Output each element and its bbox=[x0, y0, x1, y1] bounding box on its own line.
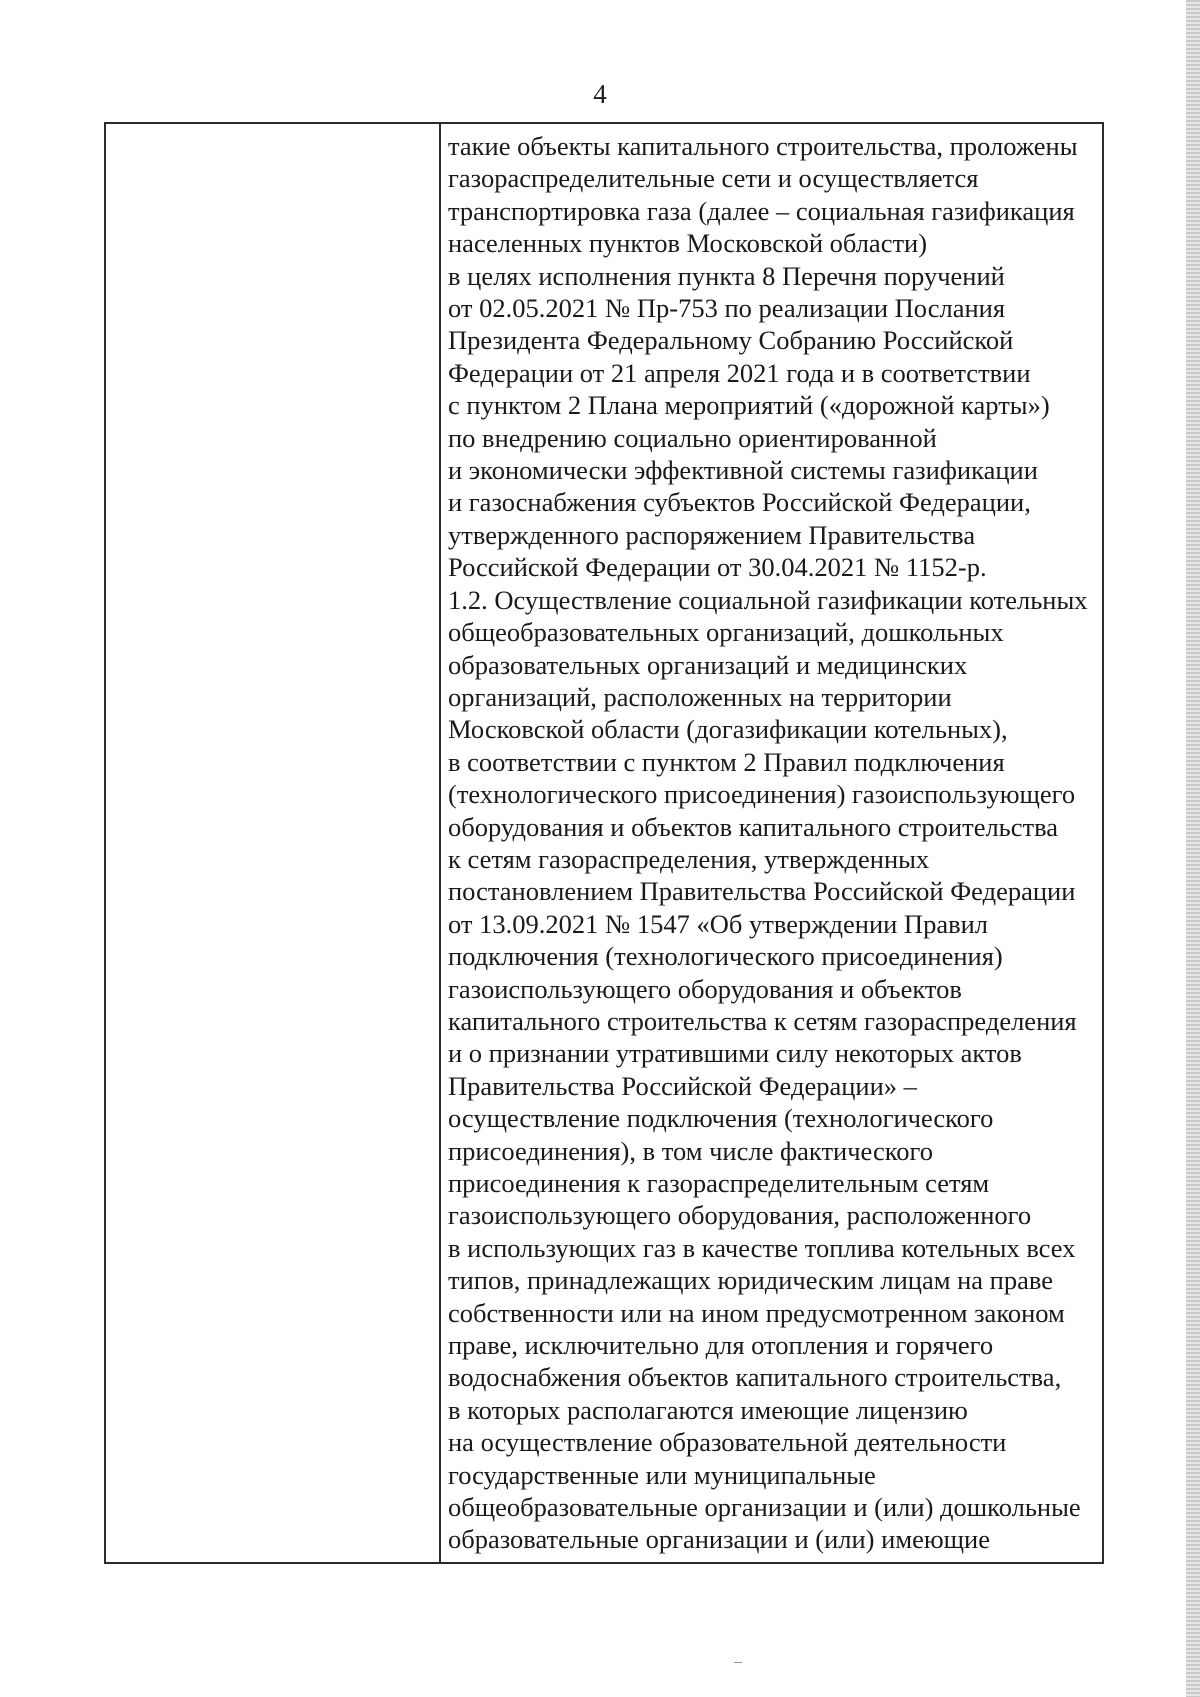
text-line: государственные или муниципальные bbox=[448, 1459, 876, 1490]
text-line: и о признании утратившими силу некоторых актов bbox=[448, 1038, 1022, 1069]
text-line: образовательные организации и (или) имеющие bbox=[448, 1524, 990, 1555]
text-line: населенных пунктов Московской области) bbox=[448, 228, 928, 259]
text-line: подключения (технологического присоединения) bbox=[448, 941, 1003, 972]
text-line: от 13.09.2021 № 1547 «Об утверждении Правил bbox=[448, 908, 989, 939]
text-line: организаций, расположенных на территории bbox=[448, 681, 952, 712]
text-line: оборудования и объектов капитального строительства bbox=[448, 811, 1059, 842]
text-line: газоиспользующего оборудования и объектов bbox=[448, 973, 962, 1004]
text-line: Российской Федерации от 30.04.2021 № 1152-р. bbox=[448, 552, 987, 583]
text-line: водоснабжения объектов капитального строительства, bbox=[448, 1362, 1062, 1393]
column-divider bbox=[439, 124, 441, 1562]
text-line: на осуществление образовательной деятельности bbox=[448, 1427, 1007, 1458]
text-line: присоединения к газораспределительным сетям bbox=[448, 1168, 990, 1198]
text-line: осуществление подключения (технологического bbox=[448, 1103, 994, 1134]
text-line: газораспределительные сети и осуществляется bbox=[448, 163, 979, 194]
text-line: в соответствии с пунктом 2 Правил подключения bbox=[448, 746, 1005, 777]
table-cell-right bbox=[448, 130, 1108, 1556]
table-cell-left bbox=[106, 124, 439, 1562]
text-line: общеобразовательных организаций, дошкольных bbox=[448, 617, 1004, 648]
text-line: утвержденного распоряжением Правительства bbox=[448, 519, 976, 550]
text-line: образовательных организаций и медицинских bbox=[448, 649, 968, 680]
text-line: в которых располагаются имеющие лицензию bbox=[448, 1394, 968, 1425]
text-line: и экономически эффективной системы газификации bbox=[448, 455, 1038, 486]
text-line: Федерации от 21 апреля 2021 года и в соответствии bbox=[448, 357, 1031, 388]
text-line: газоиспользующего оборудования, расположенного bbox=[448, 1200, 1032, 1231]
text-line: с пунктом 2 Плана мероприятий («дорожной карты») bbox=[448, 390, 1050, 421]
text-line: Президента Федеральному Собранию Российской bbox=[448, 325, 1014, 356]
text-line: Правительства Российской Федерации» – bbox=[448, 1070, 917, 1101]
text-line: праве, исключительно для отопления и горячего bbox=[448, 1330, 994, 1361]
scan-artifact bbox=[734, 1662, 742, 1663]
text-line: присоединения), в том числе фактического bbox=[448, 1135, 933, 1166]
text-line: к сетям газораспределения, утвержденных bbox=[448, 843, 930, 874]
text-line: Московской области (догазификации котельных), bbox=[448, 714, 1008, 745]
text-line: общеобразовательные организации и (или) дошкольные bbox=[448, 1492, 1081, 1523]
text-line: по внедрению социально ориентированной bbox=[448, 422, 937, 453]
text-line: такие объекты капитального строительства, проложены bbox=[448, 131, 1078, 161]
text-line: типов, принадлежащих юридическим лицам на праве bbox=[448, 1265, 1053, 1296]
text-line: от 02.05.2021 № Пр-753 по реализации Послания bbox=[448, 293, 1006, 324]
text-line: транспортировка газа (далее – социальная газификация bbox=[448, 195, 1075, 226]
scan-edge-strip bbox=[1186, 0, 1200, 1697]
text-line: в использующих газ в качестве топлива котельных всех bbox=[448, 1232, 1076, 1263]
text-line: и газоснабжения субъектов Российской Федерации, bbox=[448, 487, 1031, 518]
text-line: в целях исполнения пункта 8 Перечня поручений bbox=[448, 260, 1005, 291]
text-line: капитального строительства к сетям газораспределения bbox=[448, 1005, 1077, 1036]
text-line: (технологического присоединения) газоиспользующего bbox=[448, 779, 1076, 810]
text-line: постановлением Правительства Российской Федерации bbox=[448, 876, 1076, 907]
text-line: 1.2. Осуществление социальной газификации котельных bbox=[448, 584, 1088, 615]
page-number: 4 bbox=[593, 79, 607, 109]
text-line: собственности или на ином предусмотренном законом bbox=[448, 1297, 1065, 1328]
document-table bbox=[104, 122, 1104, 1564]
